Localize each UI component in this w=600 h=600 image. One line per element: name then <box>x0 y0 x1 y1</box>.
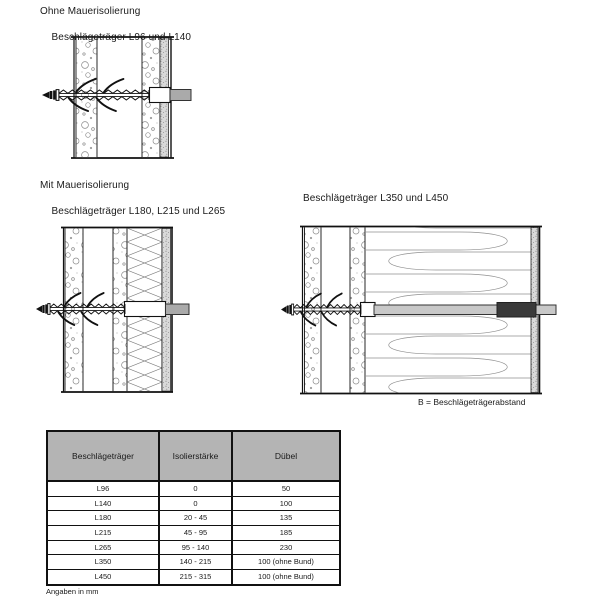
legend-b-abbreviation: B = Beschlägeträgerabstand <box>418 397 526 407</box>
cell-dowel: 135 <box>279 513 293 523</box>
title-line: Ohne Mauerisolierung <box>40 6 141 17</box>
table-row <box>48 569 339 584</box>
cell-insulation: 140 - 215 <box>160 555 233 569</box>
cell-insulation: 45 - 95 <box>160 526 233 540</box>
title-line: Beschlägeträger L96 und L140 <box>51 32 192 43</box>
cell-dowel: 50 <box>281 484 291 493</box>
spec-table <box>46 430 341 586</box>
cell-carrier: L350 <box>48 555 160 569</box>
cell-carrier: L450 <box>48 570 160 584</box>
cell-insulation: 215 - 315 <box>160 570 233 584</box>
diagram-without-insulation <box>42 37 191 158</box>
masonry-layer <box>65 228 83 391</box>
spacer-block <box>497 303 536 318</box>
table-row <box>48 525 339 540</box>
section-title-long-carriers: Beschlägeträger L350 und L450 <box>303 193 449 204</box>
table-row <box>48 510 339 525</box>
cell-dowel: 100 (ohne Bund) <box>258 557 314 567</box>
table-row <box>48 540 339 555</box>
cell-carrier: L265 <box>48 541 160 555</box>
col-header-beschlaegetraeger: Beschlägeträger <box>48 432 160 480</box>
diagram-with-insulation <box>36 228 189 393</box>
cell-carrier: L180 <box>48 511 160 525</box>
dowel-sleeve <box>125 302 166 317</box>
cell-insulation: 95 - 140 <box>160 541 233 555</box>
col-header-duebel: Dübel <box>274 451 298 461</box>
fitting-carrier-rod <box>166 304 190 315</box>
cell-dowel: 230 <box>279 542 293 552</box>
section-title-with-insulation <box>40 179 225 218</box>
title-line: Beschlägeträger L180, L215 und L265 <box>51 206 226 217</box>
diagram-thick-insulation <box>281 227 556 394</box>
cell-insulation: 20 - 45 <box>160 511 233 525</box>
dowel-sleeve <box>361 303 376 317</box>
dowel-sleeve <box>150 88 171 103</box>
col-header-isolierstaerke: Isolierstärke <box>160 432 233 480</box>
masonry-layer <box>305 227 322 392</box>
units-footnote: Angaben in mm <box>46 587 99 596</box>
cell-dowel: 100 <box>279 498 293 508</box>
cell-carrier: L96 <box>48 482 160 496</box>
table-row <box>48 482 339 496</box>
cell-insulation: 0 <box>160 497 233 511</box>
table-row <box>48 554 339 569</box>
cell-carrier: L140 <box>48 497 160 511</box>
cell-insulation: 0 <box>160 482 233 496</box>
section-title-no-insulation <box>40 5 191 44</box>
cell-dowel: 185 <box>279 528 293 538</box>
spec-table-header-row <box>48 432 339 482</box>
cell-carrier: L215 <box>48 526 160 540</box>
cell-dowel: 100 (ohne Bund) <box>258 572 314 582</box>
title-line: Mit Mauerisolierung <box>40 180 130 191</box>
table-row <box>48 496 339 511</box>
fitting-carrier-rod <box>170 90 191 101</box>
